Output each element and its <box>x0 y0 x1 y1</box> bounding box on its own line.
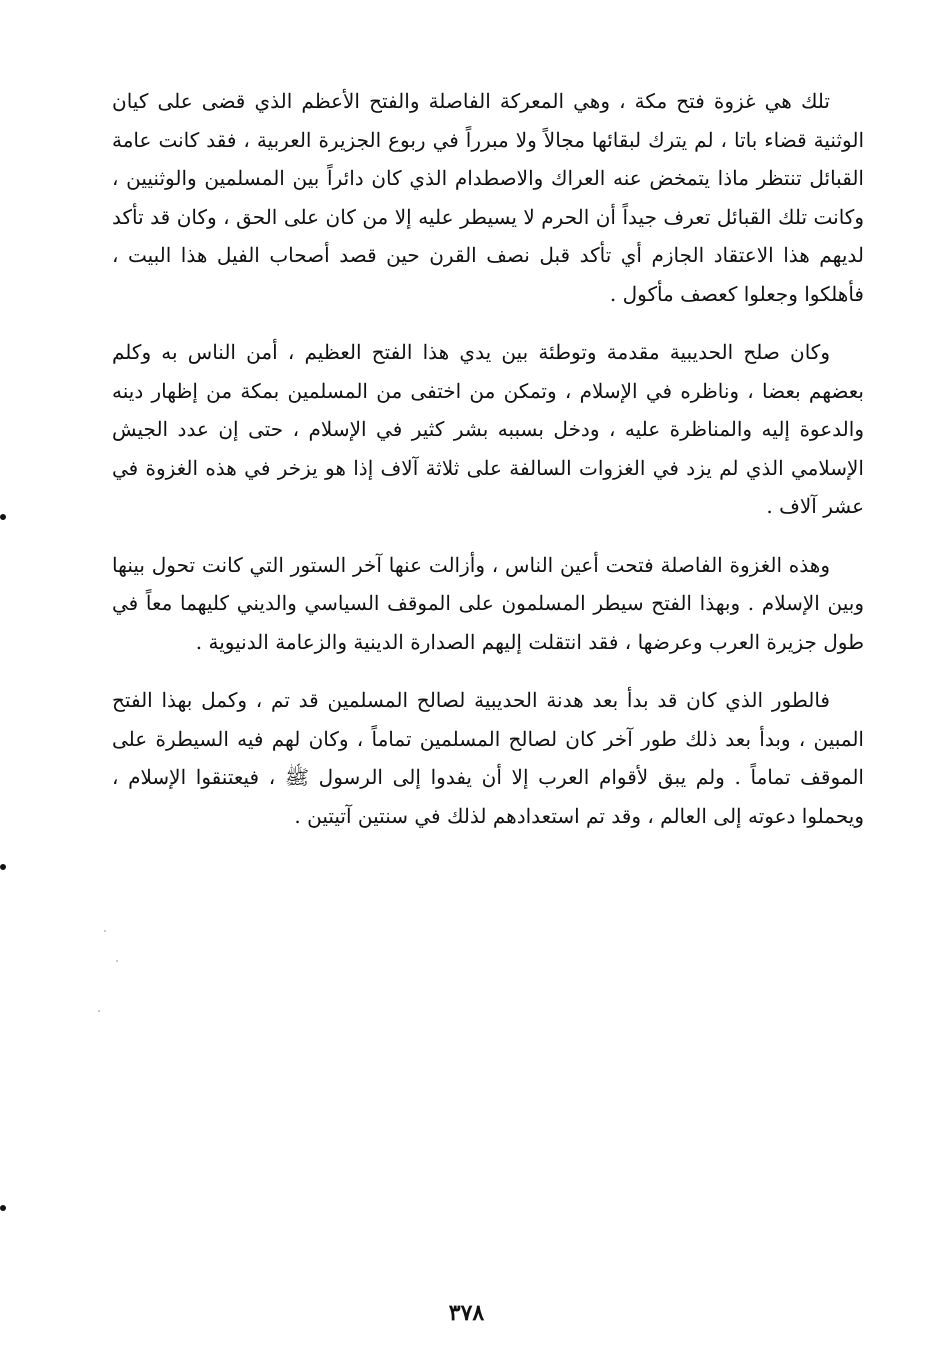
scan-speck <box>104 930 106 932</box>
scan-mark <box>0 1205 6 1211</box>
scan-mark <box>0 514 6 520</box>
scan-mark <box>0 864 6 870</box>
body-text <box>112 82 864 835</box>
paragraph-4: فالطور الذي كان قد بدأ بعد هدنة الحديبية لصالح المسلمين قد تم ، وكمل بهذا الفتح المبين ، وبدأ بعد ذلك طور آخر كان لصالح المسلمين تماماً ، وكان لهم فيه السيطرة على الموقف تماماً . ولم يبق لأقوام العرب إلا أن يفدوا إلى الرسول ﷺ ، فيعتنقوا الإسلام ، ويحملوا دعوته إلى العالم ، وقد تم استعدادهم لذلك في سنتين آتيتين . <box>112 688 864 828</box>
paragraph-1: تلك هي غزوة فتح مكة ، وهي المعركة الفاصلة والفتح الأعظم الذي قضى على كيان الوثنية قضاء باتا ، لم يترك لبقائها مجالاً ولا مبرراً في ربوع الجزيرة العربية ، فقد كانت عامة القبائل تنتظر ماذا يتمخض عنه العراك والاصطدام الذي كان دائراً بين المسلمين والوثنيين ، وكانت تلك القبائل تعرف جيداً أن الحرم لا يسيطر عليه إلا من كان على الحق ، وكان قد تأكد لديهم هذا الاعتقاد الجازم أي تأكد قبل نصف القرن حين قصد أصحاب الفيل هذا البيت ، فأهلكوا وجعلوا كعصف مأكول . <box>112 89 864 306</box>
scan-speck <box>98 1010 100 1012</box>
page-number: ٣٧٨ <box>448 1300 485 1326</box>
paragraph-2: وكان صلح الحديبية مقدمة وتوطئة بين يدي هذا الفتح العظيم ، أمن الناس به وكلم بعضهم بعضا ، وناظره في الإسلام ، وتمكن من اختفى من المسلمين بمكة من إظهار دينه والدعوة إليه والمناظرة عليه ، ودخل بسببه بشر كثير في الإسلام ، حتى إن عدد الجيش الإسلامي الذي لم يزد في الغزوات السالفة على ثلاثة آلاف إذا هو يزخر في هذه الغزوة في عشر آلاف . <box>112 340 864 518</box>
scan-speck <box>116 960 118 962</box>
paragraph-3: وهذه الغزوة الفاصلة فتحت أعين الناس ، وأزالت عنها آخر الستور التي كانت تحول بينها وبين الإسلام . وبهذا الفتح سيطر المسلمون على الموقف السياسي والديني كليهما معاً في طول جزيرة العرب وعرضها ، فقد انتقلت إليهم الصدارة الدينية والزعامة الدنيوية . <box>112 552 864 654</box>
